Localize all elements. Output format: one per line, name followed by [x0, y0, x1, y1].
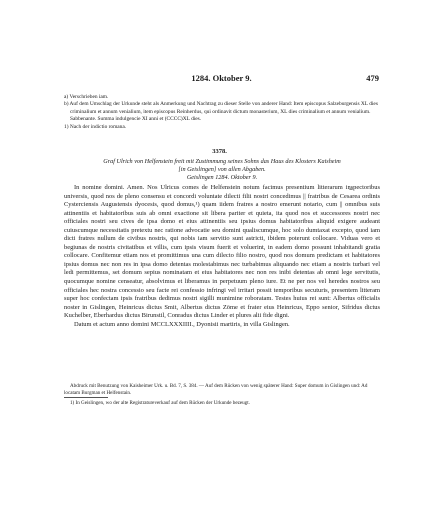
- note-1: 1) Nach der indictio romana.: [64, 123, 127, 130]
- regest: [64, 158, 380, 181]
- source-note: [64, 383, 380, 397]
- regest-line-2: [in Geislingen] von allen Abgaben.: [178, 165, 266, 173]
- footnote-divider: [64, 397, 108, 398]
- page-number: 479: [366, 73, 379, 83]
- header-date: 1284. Oktober 9.: [191, 73, 252, 83]
- footnotes: [64, 400, 380, 407]
- document-body: [64, 184, 380, 329]
- note-b: b) Auf dem Umschlag der Urkunde steht als Anmerkung und Nachtrag zu dieser Stelle von anderer Hand: Item episcopus Salzeburgensis XL dies criminalium et annum venialium, item episcopus Reinherdus, qui ordinavit dictum monasterium, XL dies criminalium et annum venialium. Sabbenante. Summa indulgencie XI anni et (CCCC)XL dies.: [64, 101, 378, 123]
- source-note-text: Abdruck mit Benutzung von Kaisheimer Urk. u. Bd. 7, S. 384. — Auf dem Rücken von wenig späterer Hand: Super domum in Gislingen und: Ad locatam Burgman et Helfenstain.: [64, 383, 368, 396]
- document-number: 3378.: [212, 148, 227, 155]
- apparatus-notes: [64, 94, 380, 131]
- place-date: Geislingen 1284. Oktober 9.: [186, 173, 258, 181]
- note-a: a) Verschrieben iam.: [64, 94, 109, 100]
- footnote-1: 1) In Geislingen, wo der alte Registratureverkauf auf dem Rücken der Urkunde bezeugt.: [70, 400, 250, 406]
- charter-text: In nomine domini. Amen. Nos Ulricus comes de Helfenstein notum facimus presentium litterarum in͜spectoribus universis, quod nos de pleno consensu et concordi voluntate dilecti filii nostri concedimus || fratribus de Cesarea ordinis Cysterciensis Augustensis dyocesis, quod domus,¹) quam iidem fratres a nostro emerunt notario, cum || omnibus suis attinentiis et habitatoribus suis ab omni exactione sit libera pariter et quieta, ita quod nos et successores nostri nec officiales nostri seu cives de ipsa domo et eius attinentiis seu ipsius domus habitatoribus aliquid exigere audeant cuiuscumque necessitatis pretextu nec ratione advocatie seu domini qualiscumque, hoc solo dumtaxat excepto, quod iam dicti fratres nullum de civibus nostris, qui nobis iam servitio sunt astricti, ibidem poterunt collocare. Viduas vero et begiunas de nostris civitatibus et villis, cum ipsis visum fuerit et voluerint, in eadem domo possunt inhabitandi gratia collocare. Confitemur etiam nos et promittimus una cum dilecto filio nostro, quod nos domum predictam et habitatores ipsius domus nec non res in ipsa domo detentas molestabimus nec turbabimus aliquando nec etiam a nostris turbari vel ledi permittemus, set domum sepius nominatam et eius habitatores nec non res inibi detentas ab omni lege servitutis, quocumque nomine censeatur, absolvimus et liberamus in perpetuum pleno iure. Et ne per nos vel heredes nostros seu officiales hec nostra concessio seu facte rei confessio infringi vel irritari possit temporibus secuturis, presentem litteram super hoc confectam ipsis fratribus dedimus nostri sigilli munimine roboratam. Testes huius rei sunt: Albertus officialis noster in Gislingen, Heinricus dictus Smit, Albertus dictus Zōme et frater eius Heinricus, Eppo senior, Sifridus dictus Kuchelber, Eberhardus dictus Birunstil, Conradus dictus Linder et plures alii fide digni.: [64, 184, 380, 320]
- regest-line-1: Graf Ulrich von Helfenstein freit mit Zustimmung seines Sohns das Haus des Klosters Kaisheim: [103, 158, 341, 165]
- running-header: [64, 73, 379, 85]
- datum-line: Datum et actum anno domini MCCLXXXIIII., Dyonisii martiris, in villa Gislingen.: [74, 320, 290, 328]
